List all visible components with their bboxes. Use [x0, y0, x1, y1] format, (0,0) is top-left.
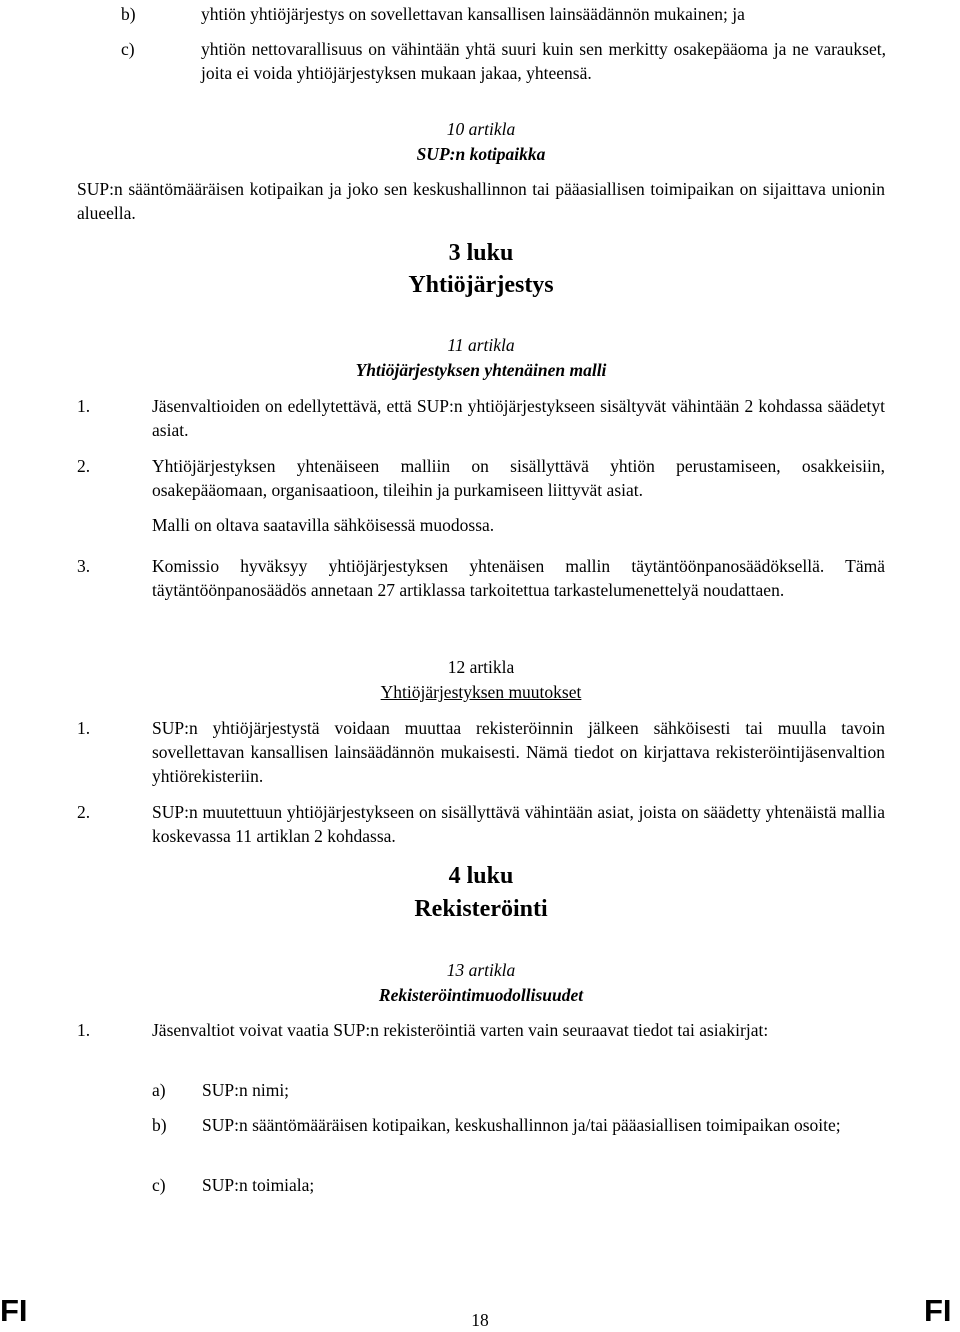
paragraph-number: 3. — [77, 556, 91, 576]
paragraph-text: Komissio hyväksyy yhtiöjärjestyksen yhtenäisen mallin täytäntöönpanosäädöksellä. Tämä täytäntöönpanosäädös annetaan 27 artiklassa tarkoitettua tarkastelumenettelyä noudattaen. — [152, 556, 885, 600]
paragraph-text: SUP:n yhtiöjärjestystä voidaan muuttaa rekisteröinnin jälkeen sähköisesti tai muulla tavoin sovellettavan kansallisen lainsäädännön mukaisesti. Nämä tiedot on kirjattava rekisteröintijäsenvaltion yhtiörekisteriin. — [152, 718, 885, 786]
article-number: 12 artikla — [447, 657, 515, 677]
paragraph-number: 1. — [77, 396, 91, 416]
chapter-title: Rekisteröinti — [414, 896, 548, 922]
paragraph-text: SUP:n muutettuun yhtiöjärjestykseen on sisällyttävä vähintään asiat, joista on säädetty yhtenäistä mallia koskevassa 11 artiklan 2 kohdassa. — [152, 802, 885, 846]
item-label: c) — [152, 1175, 166, 1195]
item-label: b) — [121, 4, 136, 24]
footer-language-left: FI — [0, 1293, 28, 1328]
article-title: Yhtiöjärjestyksen yhtenäinen malli — [355, 360, 607, 380]
paragraph-number: 2. — [77, 802, 91, 822]
page-number: 18 — [471, 1310, 489, 1330]
paragraph-continued: Malli on oltava saatavilla sähköisessä muodossa. — [152, 515, 495, 535]
chapter-number: 4 luku — [448, 863, 514, 889]
item-text: yhtiön nettovarallisuus on vähintään yhtä suuri kuin sen merkitty osakepääoma ja ne varaukset, joita ei voida yhtiöjärjestyksen mukaan jakaa, yhteensä. — [201, 39, 886, 83]
footer-language-right: FI — [924, 1293, 952, 1328]
paragraph-number: 2. — [77, 456, 91, 476]
article-title: SUP:n kotipaikka — [416, 144, 546, 164]
item-label: c) — [121, 39, 135, 59]
article-number: 10 artikla — [446, 119, 516, 139]
item-label: a) — [152, 1080, 166, 1100]
paragraph-number: 1. — [77, 718, 91, 738]
paragraph-number: 1. — [77, 1020, 91, 1040]
article-title: Rekisteröintimuodollisuudet — [378, 985, 584, 1005]
chapter-number: 3 luku — [448, 240, 514, 266]
item-text: yhtiön yhtiöjärjestys on sovellettavan kansallisen lainsäädännön mukainen; ja — [201, 4, 745, 24]
item-text: SUP:n nimi; — [202, 1080, 290, 1100]
item-text: SUP:n sääntömääräisen kotipaikan, keskushallinnon ja/tai pääasiallisen toimipaikan osoite; — [202, 1115, 841, 1135]
paragraph-text: Jäsenvaltiot voivat vaatia SUP:n rekisteröintiä varten vain seuraavat tiedot tai asiakirjat: — [152, 1020, 769, 1040]
paragraph-text: Jäsenvaltioiden on edellytettävä, että SUP:n yhtiöjärjestykseen sisältyvät vähintään 2 kohdassa säädetyt asiat. — [152, 396, 885, 440]
article-number: 11 artikla — [447, 335, 515, 355]
article-number: 13 artikla — [446, 960, 516, 980]
chapter-title: Yhtiöjärjestys — [408, 272, 554, 298]
article-body: SUP:n sääntömääräisen kotipaikan ja joko sen keskushallinnon tai pääasiallisen toimipaikan on sijaittava unionin alueella. — [77, 179, 885, 223]
article-title: Yhtiöjärjestyksen muutokset — [380, 682, 582, 702]
paragraph-text: Yhtiöjärjestyksen yhtenäiseen malliin on sisällyttävä yhtiön perustamiseen, osakkeisiin, osakepääomaan, organisaatioon, tileihin ja purkamiseen liittyvät asiat. — [152, 456, 885, 500]
item-text: SUP:n toimiala; — [202, 1175, 315, 1195]
item-label: b) — [152, 1115, 167, 1135]
